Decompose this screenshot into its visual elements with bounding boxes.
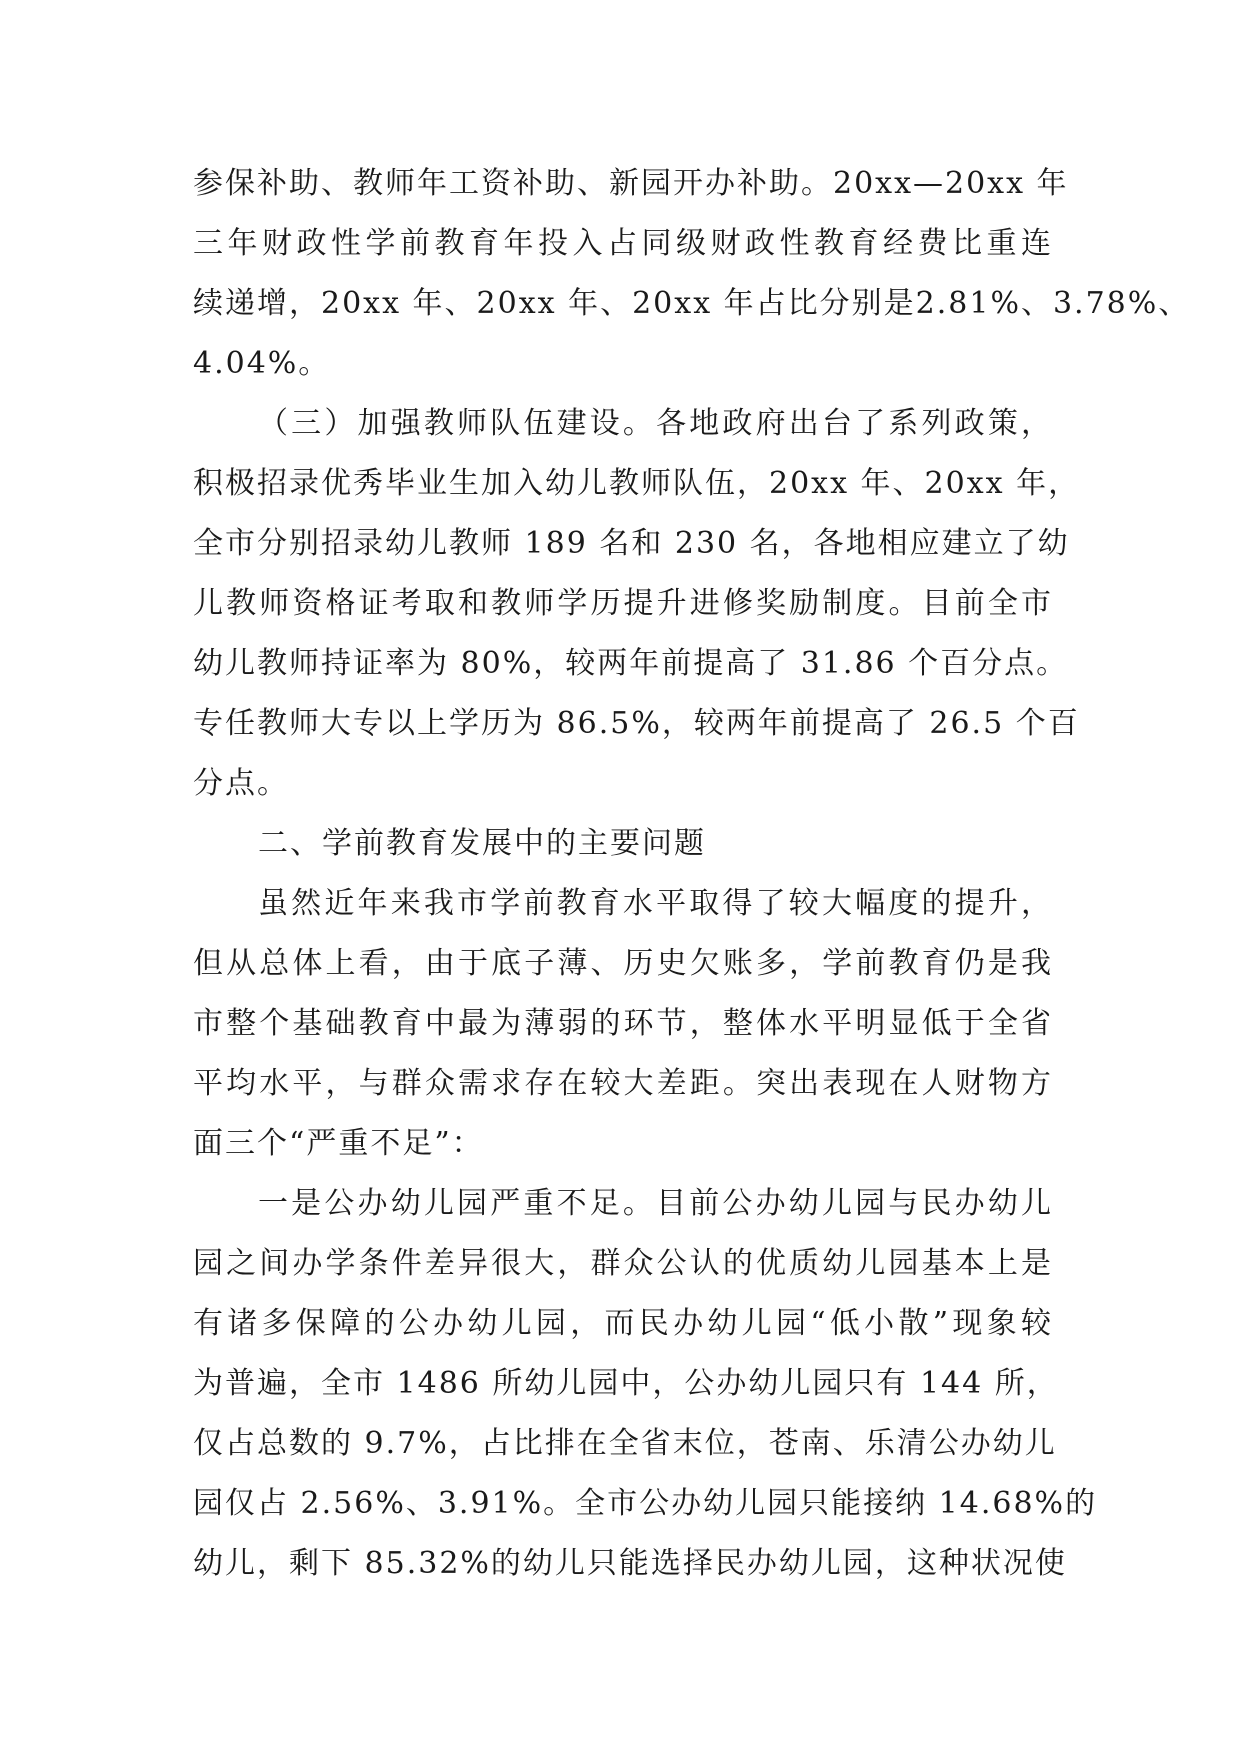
text-line: 积极招录优秀毕业生加入幼儿教师队伍，20xx 年、20xx 年，: [193, 466, 1081, 501]
text-line: 参保补助、教师年工资补助、新园开办补助。20xx—20xx 年: [193, 166, 1069, 201]
text-line: 专任教师大专以上学历为 86.5%，较两年前提高了 26.5 个百: [193, 706, 1080, 741]
text-line: 4.04%。: [193, 346, 331, 381]
text-line: 一是公办幼儿园严重不足。目前公办幼儿园与民办幼儿: [258, 1186, 1053, 1221]
text-line: 虽然近年来我市学前教育水平取得了较大幅度的提升，: [258, 886, 1053, 921]
text-line: 仅占总数的 9.7%，占比排在全省末位，苍南、乐清公办幼儿: [193, 1426, 1057, 1461]
text-line: 全市分别招录幼儿教师 189 名和 230 名，各地相应建立了幼: [193, 526, 1070, 561]
text-line: 市整个基础教育中最为薄弱的环节，整体水平明显低于全省: [193, 1006, 1053, 1041]
text-line: 面三个“严重不足”：: [193, 1126, 484, 1161]
text-line: 平均水平，与群众需求存在较大差距。突出表现在人财物方: [193, 1066, 1053, 1101]
text-line: 三年财政性学前教育年投入占同级财政性教育经费比重连: [193, 226, 1053, 261]
text-line: 为普遍，全市 1486 所幼儿园中，公办幼儿园只有 144 所，: [193, 1366, 1059, 1401]
section-heading-3: （三）加强教师队伍建设。各地政府出台了系列政策，: [258, 406, 1053, 441]
text-line: 但从总体上看，由于底子薄、历史欠账多，学前教育仍是我: [193, 946, 1053, 981]
section-heading-2: 二、学前教育发展中的主要问题: [258, 826, 706, 861]
text-line: 儿教师资格证考取和教师学历提升进修奖励制度。目前全市: [193, 586, 1053, 621]
text-line: 园仅占 2.56%、3.91%。全市公办幼儿园只能接纳 14.68%的: [193, 1486, 1098, 1521]
text-line: 幼儿教师持证率为 80%，较两年前提高了 31.86 个百分点。: [193, 646, 1069, 681]
text-line: 有诸多保障的公办幼儿园，而民办幼儿园“低小散”现象较: [193, 1306, 1053, 1341]
text-line: 园之间办学条件差异很大，群众公认的优质幼儿园基本上是: [193, 1246, 1053, 1281]
text-line: 幼儿，剩下 85.32%的幼儿只能选择民办幼儿园，这种状况使: [193, 1546, 1067, 1581]
text-line: 分点。: [193, 766, 289, 801]
text-line: 续递增，20xx 年、20xx 年、20xx 年占比分别是2.81%、3.78%、: [193, 286, 1191, 321]
